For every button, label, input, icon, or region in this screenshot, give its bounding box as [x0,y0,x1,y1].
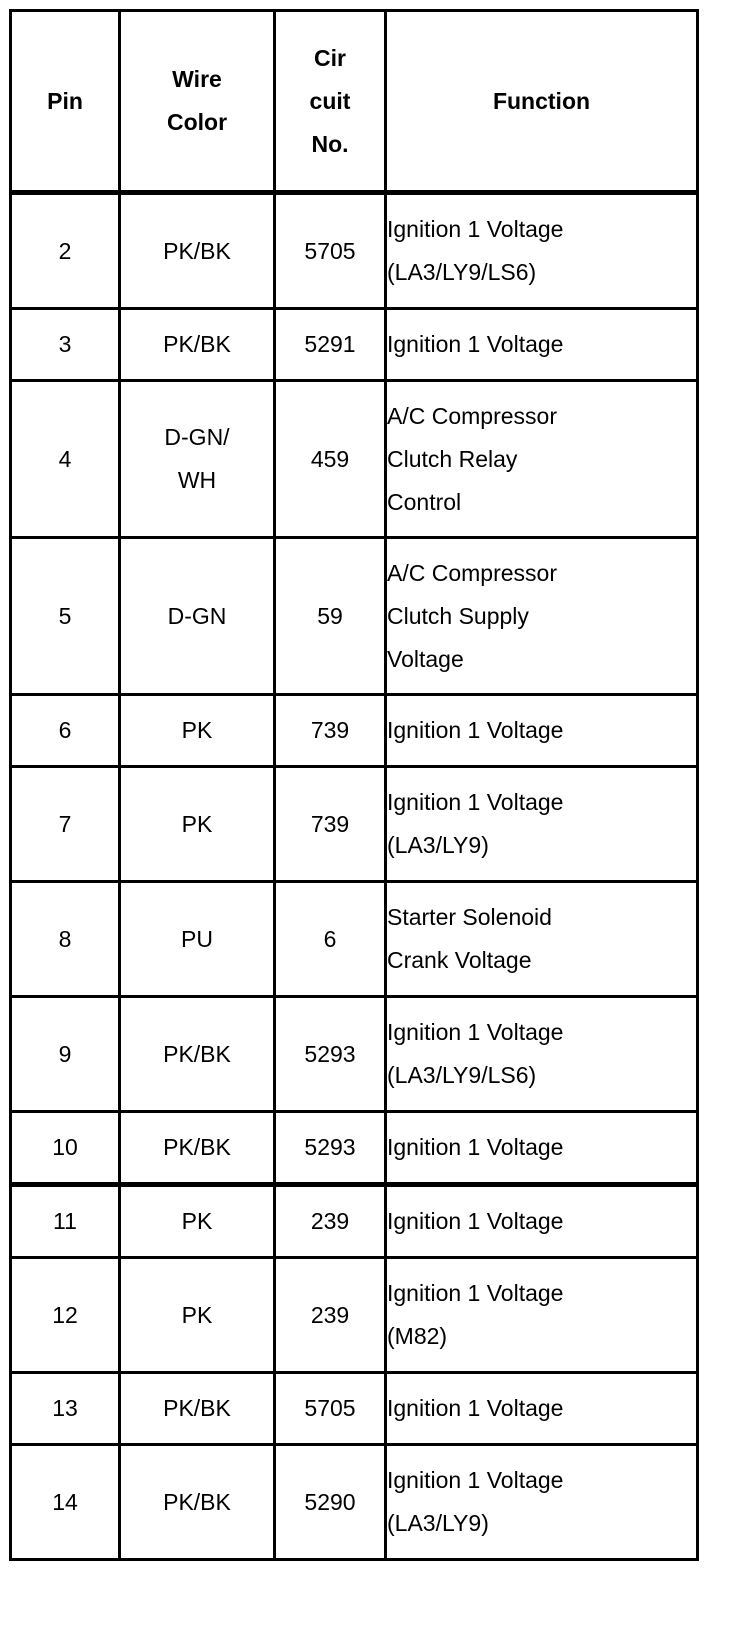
function-cell: Starter Solenoid Crank Voltage [386,882,698,997]
function-cell: Ignition 1 Voltage (LA3/LY9) [386,767,698,882]
function-cell: Ignition 1 Voltage [386,309,698,381]
pin-cell: 14 [11,1445,120,1560]
circuit-no-cell: 459 [275,381,386,538]
table-row [11,538,698,695]
wire-color-cell: PK [120,767,275,882]
pin-cell: 10 [11,1112,120,1185]
circuit-no-cell: 5293 [275,1112,386,1185]
pin-cell: 5 [11,538,120,695]
table-row [11,309,698,381]
wire-color-cell: PK/BK [120,1445,275,1560]
function-cell: Ignition 1 Voltage (LA3/LY9) [386,1445,698,1560]
table-row [11,882,698,997]
table-row [11,193,698,309]
circuit-no-cell: 739 [275,695,386,767]
wire-color-cell: PK/BK [120,1112,275,1185]
table-row [11,1258,698,1373]
wire-color-cell: D-GN/ WH [120,381,275,538]
pin-cell: 9 [11,997,120,1112]
table-row [11,997,698,1112]
circuit-no-cell: 5705 [275,1373,386,1445]
circuit-no-cell: 739 [275,767,386,882]
circuit-no-cell: 239 [275,1258,386,1373]
function-cell: A/C Compressor Clutch Supply Voltage [386,538,698,695]
circuit-no-cell: 5290 [275,1445,386,1560]
table-row [11,767,698,882]
circuit-no-cell: 239 [275,1185,386,1258]
pin-cell: 12 [11,1258,120,1373]
wire-color-cell: PK [120,1185,275,1258]
table-row [11,1112,698,1185]
circuit-no-cell: 6 [275,882,386,997]
wire-color-cell: PU [120,882,275,997]
pin-cell: 6 [11,695,120,767]
pin-cell: 3 [11,309,120,381]
function-cell: Ignition 1 Voltage (LA3/LY9/LS6) [386,997,698,1112]
wire-color-cell: PK [120,1258,275,1373]
function-cell: Ignition 1 Voltage (M82) [386,1258,698,1373]
function-cell: Ignition 1 Voltage [386,1373,698,1445]
table-row [11,1185,698,1258]
circuit-no-cell: 5291 [275,309,386,381]
circuit-no-cell: 5705 [275,193,386,309]
function-cell: A/C Compressor Clutch Relay Control [386,381,698,538]
table-row [11,1373,698,1445]
pin-cell: 2 [11,193,120,309]
table-row [11,381,698,538]
circuit-no-cell: 59 [275,538,386,695]
function-cell: Ignition 1 Voltage [386,1185,698,1258]
header-function: Function [386,11,698,193]
header-pin: Pin [11,11,120,193]
function-cell: Ignition 1 Voltage (LA3/LY9/LS6) [386,193,698,309]
function-cell: Ignition 1 Voltage [386,695,698,767]
pin-cell: 13 [11,1373,120,1445]
pin-cell: 8 [11,882,120,997]
wire-color-cell: PK/BK [120,997,275,1112]
pin-cell: 11 [11,1185,120,1258]
wire-color-cell: PK/BK [120,309,275,381]
table-row [11,695,698,767]
header-wire-color: Wire Color [120,11,275,193]
header-row [11,11,698,193]
table-row [11,1445,698,1560]
pin-cell: 7 [11,767,120,882]
wire-color-cell: PK/BK [120,1373,275,1445]
connector-pinout-table [9,9,699,1561]
wire-color-cell: PK/BK [120,193,275,309]
circuit-no-cell: 5293 [275,997,386,1112]
header-circuit-no: Cir cuit No. [275,11,386,193]
function-cell: Ignition 1 Voltage [386,1112,698,1185]
pin-cell: 4 [11,381,120,538]
table-body [11,193,698,1560]
table-header [11,11,698,193]
wire-color-cell: D-GN [120,538,275,695]
wire-color-cell: PK [120,695,275,767]
